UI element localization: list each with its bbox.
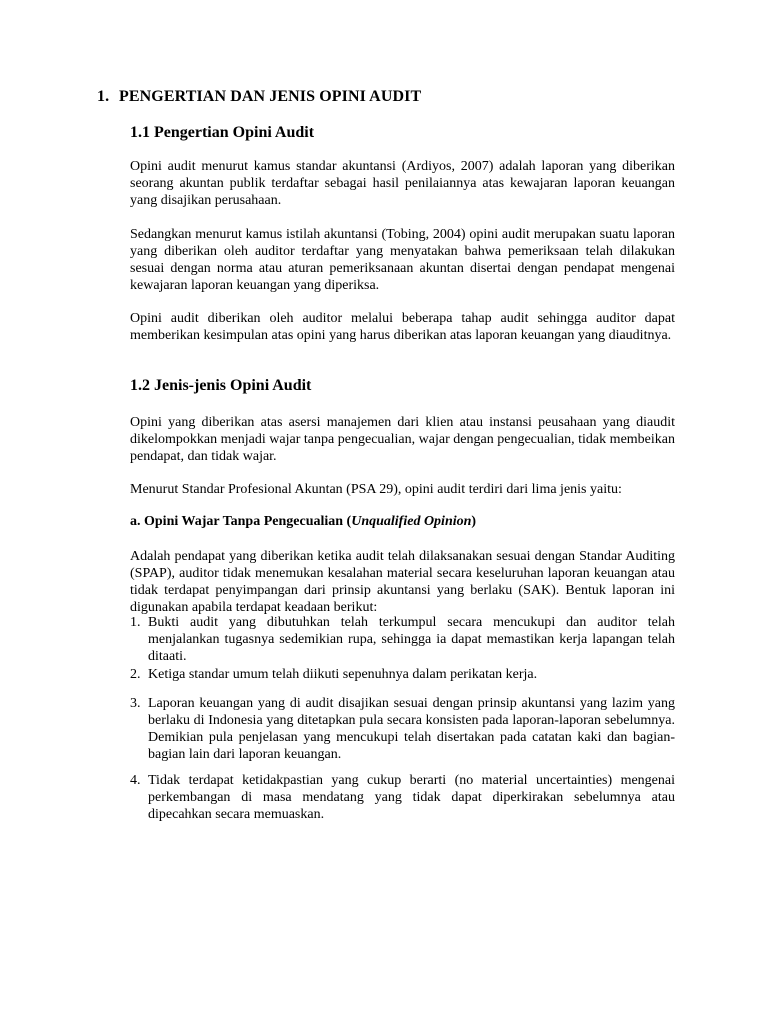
list-item <box>130 695 675 763</box>
list-item-number: 4. <box>130 773 141 788</box>
subheading-italic-term: Unqualified Opinion <box>351 514 472 529</box>
list-item-number: 3. <box>130 696 141 711</box>
subheading-unqualified-opinion <box>130 514 476 530</box>
paragraph-audit-stages: Opini audit diberikan oleh auditor melalui beberapa tahap audit sehingga auditor dapat memberikan kesimpulan atas opini yang harus diberikan atas laporan keuangan yang diauditnya. <box>130 311 675 343</box>
list-item <box>130 666 675 683</box>
subsection-heading-1-1: 1.1 Pengertian Opini Audit <box>130 124 315 141</box>
section-number: 1. <box>97 88 110 105</box>
list-item-text: Laporan keuangan yang di audit disajikan sesuai dengan prinsip akuntansi yang lazim yang berlaku di Indonesia yang ditetapkan pula secara konsisten pada laporan-laporan sebelumnya. Demikian pula penjelasan yang mencukupi telah disertakan pada catatan kaki dan bagian-bagian lain dari laporan keuangan. <box>148 696 675 762</box>
list-item <box>130 772 675 823</box>
list-item-text: Tidak terdapat ketidakpastian yang cukup berarti (no material uncertainties) mengenai perkembangan di masa mendatang yang tidak dapat diperkirakan sebelumnya atau dipecahkan secara memuaskan. <box>148 773 675 822</box>
paragraph-psa-29: Menurut Standar Profesional Akuntan (PSA 29), opini audit terdiri dari lima jenis yaitu: <box>130 482 622 497</box>
section-title: PENGERTIAN DAN JENIS OPINI AUDIT <box>119 88 422 105</box>
section-heading <box>97 88 421 106</box>
list-item-number: 1. <box>130 615 141 630</box>
list-item-text: Ketiga standar umum telah diikuti sepenuhnya dalam perikatan kerja. <box>148 667 538 682</box>
paragraph-opinion-groups: Opini yang diberikan atas asersi manajemen dari klien atau instansi peusahaan yang diaudit dikelompokkan menjadi wajar tanpa pengecualian, wajar dengan pengecualian, tidak membeikan pendapat, dan tidak wajar. <box>130 415 675 464</box>
paragraph-definition-ardiyos: Opini audit menurut kamus standar akuntansi (Ardiyos, 2007) adalah laporan yang diberikan seorang akuntan publik terdaftar sebagai hasil penilaiannya atas kewajaran laporan keuangan yang disajikan perusahaan. <box>130 159 675 208</box>
list-item-number: 2. <box>130 667 141 682</box>
paragraph-definition-tobing: Sedangkan menurut kamus istilah akuntansi (Tobing, 2004) opini audit merupakan suatu laporan yang diberikan oleh auditor terdaftar yang menyatakan bahwa pemeriksaan telah dilakukan sesuai dengan norma atau aturan pemeriksanaan akuntan disertai dengan pendapat mengenai kewajaran laporan keuangan yang diperiksa. <box>130 227 675 293</box>
list-item <box>130 614 675 665</box>
subsection-heading-1-2: 1.2 Jenis-jenis Opini Audit <box>130 377 312 394</box>
subheading-prefix: a. Opini Wajar Tanpa Pengecualian ( <box>130 514 352 529</box>
subheading-suffix: ) <box>471 514 477 529</box>
paragraph-unqualified-definition: Adalah pendapat yang diberikan ketika audit telah dilaksanakan sesuai dengan Standar Auditing (SPAP), auditor tidak menemukan kesalahan material secara keseluruhan laporan keuangan atau tidak terdapat penyimpangan dari prinsip akuntansi yang berlaku (SAK). Bentuk laporan ini digunakan apabila terdapat keadaan berikut: <box>130 549 675 615</box>
list-item-text: Bukti audit yang dibutuhkan telah terkumpul secara mencukupi dan auditor telah menjalankan tugasnya sedemikian rupa, sehingga ia dapat memastikan kerja lapangan telah ditaati. <box>148 615 675 664</box>
